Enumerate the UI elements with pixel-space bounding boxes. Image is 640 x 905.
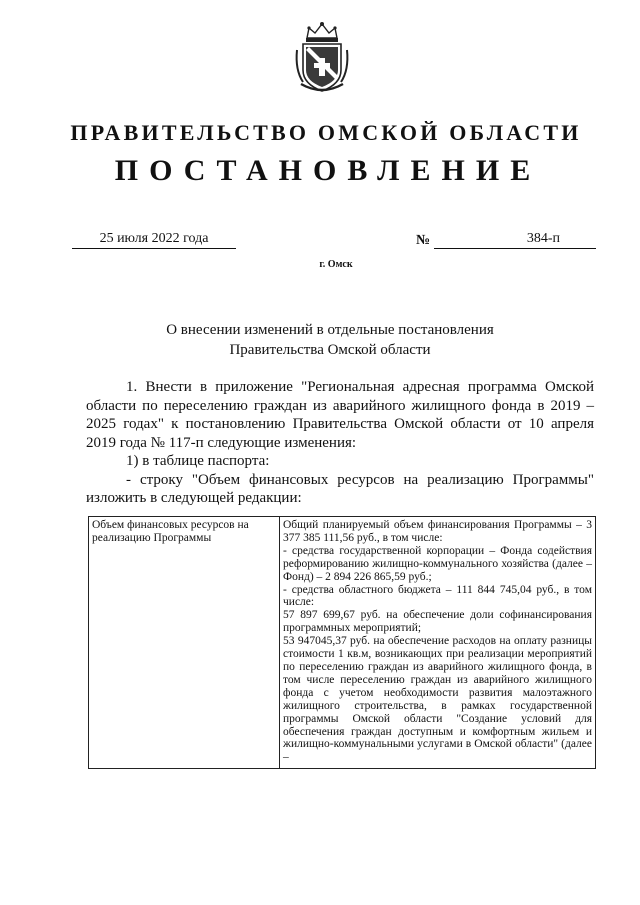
paragraph-3: - строку "Объем финансовых ресурсов на реализацию Программы" изложить в следующей редакции:	[86, 471, 594, 506]
passport-table	[88, 516, 596, 769]
funding-total: Общий планируемый объем финансирования Программы – 3 377 385 111,56 руб., в том числе:	[283, 519, 592, 544]
government-name: ПРАВИТЕЛЬСТВО ОМСКОЙ ОБЛАСТИ	[70, 120, 582, 145]
table-cell-value	[280, 517, 596, 769]
funding-regional: - средства областного бюджета – 111 844 745,04 руб., в том числе:	[283, 583, 592, 609]
funding-price-difference: 53 947045,37 руб. на обеспечение расходов на оплату разницы стоимости 1 кв.м, возникающих при реализации мероприятий по переселению граждан из аварийного жилищного фонда, в том числе переселению граждан из аварийного жилищного фонда с учетом необходимости развития малоэтажного жилищного строительства, в рамках государственной программы Омской области "Создание условий для обеспечения граждан доступным и комфортным жильем и жилищно-коммунальными услугами в Омской области" (далее –	[283, 635, 592, 764]
document-type-title: ПОСТАНОВЛЕНИЕ	[114, 154, 542, 187]
city: г. Омск	[319, 259, 353, 270]
document-number: 384-п	[526, 231, 560, 246]
document-subject: О внесении изменений в отдельные постановления Правительства Омской области	[166, 322, 494, 358]
paragraph-2: 1) в таблице паспорта:	[126, 453, 270, 469]
document-date: 25 июля 2022 года	[72, 230, 236, 249]
document-body	[86, 378, 594, 508]
funding-cofinancing: 57 897 699,67 руб. на обеспечение доли софинансирования программных мероприятий;	[283, 609, 592, 635]
table-row	[89, 517, 596, 769]
paragraph-1: 1. Внести в приложение "Региональная адресная программа Омской области по переселению граждан из аварийного жилищного фонда в 2019 – 2025 годах" к постановлению Правительства Омской области от 10 апреля 2019 года № 117-п следующие изменения:	[86, 379, 594, 451]
funding-fund: - средства государственной корпорации – Фонда содействия реформированию жилищно-коммунального хозяйства (далее – Фонд) – 2 894 226 865,59 руб.;	[283, 544, 592, 583]
document-number-field	[434, 230, 596, 249]
number-sign: №	[416, 233, 431, 248]
table-cell-label: Объем финансовых ресурсов на реализацию Программы	[89, 517, 280, 769]
omsk-coat-of-arms-icon	[293, 20, 351, 94]
